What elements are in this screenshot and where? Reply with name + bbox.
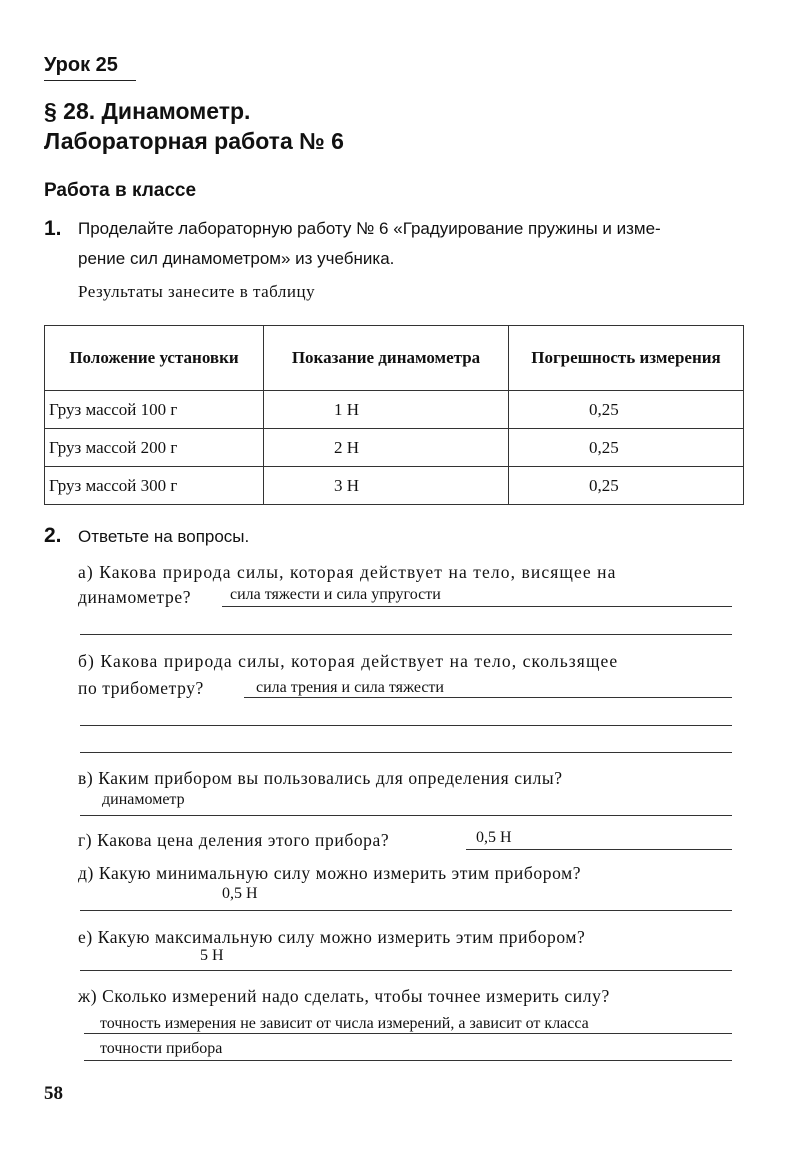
answer-line <box>80 634 732 635</box>
table-cell: 2 Н <box>264 429 509 467</box>
answer-line <box>80 815 732 816</box>
table-row <box>45 429 744 467</box>
page-number: 58 <box>44 1083 63 1104</box>
task-number: 1. <box>44 217 62 240</box>
question-a-cont: динамометре? <box>78 587 192 607</box>
question-e: е) Какую максимальную силу можно измерить этим прибором? <box>78 927 586 947</box>
answer-line <box>84 1033 732 1034</box>
table-cell: 0,25 <box>509 467 744 505</box>
answer-line <box>466 849 732 850</box>
answer-line <box>84 1060 732 1061</box>
question-d: д) Какую минимальную силу можно измерить этим прибором? <box>78 863 582 883</box>
answer-b[interactable]: сила трения и сила тяжести <box>256 679 444 696</box>
question-g: г) Какова цена деления этого прибора? <box>78 830 390 850</box>
answer-v[interactable]: динамометр <box>102 791 185 808</box>
question-a: а) Какова природа силы, которая действует на тело, висящее на <box>78 562 617 582</box>
section-heading: Работа в классе <box>44 180 197 201</box>
table-cell: Груз массой 300 г <box>45 467 264 505</box>
task-number: 2. <box>44 524 62 547</box>
answer-line <box>80 910 732 911</box>
answer-e[interactable]: 5 Н <box>200 947 224 964</box>
answer-line <box>244 697 732 698</box>
answer-zh-cont[interactable]: точности прибора <box>100 1040 223 1057</box>
table-header-row <box>45 326 744 391</box>
answer-line <box>80 752 732 753</box>
question-zh: ж) Сколько измерений надо сделать, чтобы точнее измерить силу? <box>78 986 610 1006</box>
table-cell: Груз массой 100 г <box>45 391 264 429</box>
column-header: Положение установки <box>45 326 264 391</box>
lesson-label: Урок 25 <box>44 54 118 76</box>
answer-a[interactable]: сила тяжести и сила упругости <box>230 586 441 603</box>
table-row <box>45 391 744 429</box>
page-subtitle: Лабораторная работа № 6 <box>44 128 344 154</box>
question-v: в) Каким прибором вы пользовались для определения силы? <box>78 768 563 788</box>
question-b-cont: по трибометру? <box>78 678 204 698</box>
page-title: § 28. Динамометр. <box>44 98 251 124</box>
answer-line <box>222 606 732 607</box>
task-text: Проделайте лабораторную работу № 6 «Градуирование пружины и изме- <box>78 219 661 238</box>
results-table <box>44 325 744 505</box>
answer-line <box>80 725 732 726</box>
table-cell: 0,25 <box>509 391 744 429</box>
table-cell: Груз массой 200 г <box>45 429 264 467</box>
column-header: Погрешность измерения <box>509 326 744 391</box>
lesson-underline <box>44 80 136 81</box>
answer-g[interactable]: 0,5 Н <box>476 829 512 846</box>
answer-line <box>80 970 732 971</box>
answer-d[interactable]: 0,5 Н <box>222 885 258 902</box>
column-header: Показание динамометра <box>264 326 509 391</box>
table-row <box>45 467 744 505</box>
table-cell: 3 Н <box>264 467 509 505</box>
answer-zh[interactable]: точность измерения не зависит от числа измерений, а зависит от класса <box>100 1015 589 1032</box>
table-cell: 1 Н <box>264 391 509 429</box>
instruction: Результаты занесите в таблицу <box>78 282 316 301</box>
task-text: Ответьте на вопросы. <box>78 527 250 546</box>
task-text: рение сил динамометром» из учебника. <box>78 249 395 268</box>
table-cell: 0,25 <box>509 429 744 467</box>
question-b: б) Какова природа силы, которая действует на тело, скользящее <box>78 651 619 671</box>
